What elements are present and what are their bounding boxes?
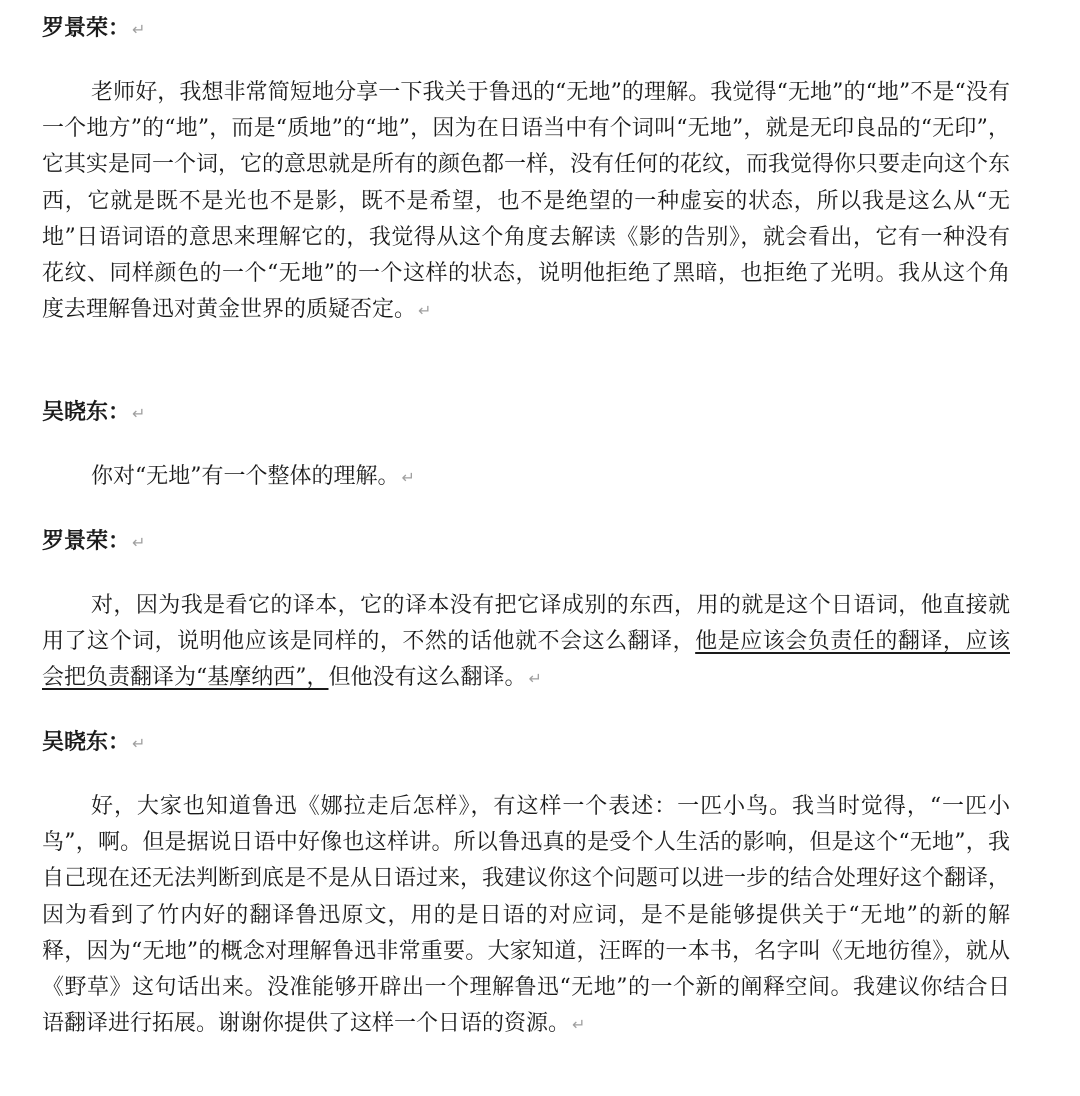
paragraph-mark-icon: ↵	[401, 468, 415, 487]
speaker-label: 罗景荣： ↵	[42, 529, 146, 554]
paragraph-mark-icon: ↵	[418, 301, 432, 321]
dialogue-paragraph: 你对“无地”有一个整体的理解。 ↵	[91, 464, 415, 489]
paragraph-mark-icon: ↵	[132, 533, 146, 552]
dialogue-paragraph: 好，大家也知道鲁迅《娜拉走后怎样》，有这样一个表述：一匹小鸟。我当时觉得，“一匹小鸟”，啊。但是据说日语中好像也这样讲。所以鲁迅真的是受个人生活的影响，但是这个“无地”，我自己现在还无法判断到底是不是从日语过来，我建议你这个问题可以进一步的结合处理好这个翻译，因为看到了竹内好的翻译鲁迅原文，用的是日语的对应词，是不是能够提供关于“无地”的新的解释，因为“无地”的概念对理解鲁迅非常重要。大家知道，汪晖的一本书，名字叫《无地彷徨》，就从《野草》这句话出来。没准能够开辟出一个理解鲁迅“无地”的一个新的阐释空间。我建议你结合日语翻译进行拓展。谢谢你提供了这样一个日语的资源。 ↵	[42, 794, 1011, 1037]
speaker-label: 吴晓东： ↵	[42, 400, 146, 425]
speaker-label: 罗景荣： ↵	[42, 16, 146, 41]
paragraph-mark-icon: ↵	[528, 669, 542, 689]
paragraph-mark-icon: ↵	[132, 404, 146, 423]
paragraph-mark-icon: ↵	[132, 734, 146, 753]
underlined-text: 他是应该会负责任的翻译，应该会把负责翻译为“基摩纳西”，	[42, 629, 1010, 691]
paragraph-mark-icon: ↵	[572, 1015, 586, 1035]
dialogue-paragraph: 老师好，我想非常简短地分享一下我关于鲁迅的“无地”的理解。我觉得“无地”的“地”不是“没有一个地方”的“地”，而是“质地”的“地”，因为在日语当中有个词叫“无地”，就是无印良品的“无印”，它其实是同一个词，它的意思就是所有的颜色都一样，没有任何的花纹，而我觉得你只要走向这个东西，它就是既不是光也不是影，既不是希望，也不是绝望的一种虚妄的状态，所以我是这么从“无地”日语词语的意思来理解它的，我觉得从这个角度去解读《影的告别》，就会看出，它有一种没有花纹、同样颜色的一个“无地”的一个这样的状态，说明他拒绝了黑暗，也拒绝了光明。我从这个角度去理解鲁迅对黄金世界的质疑否定。 ↵	[42, 80, 1011, 323]
speaker-label: 吴晓东： ↵	[42, 730, 146, 755]
paragraph-mark-icon: ↵	[132, 20, 146, 39]
dialogue-paragraph: 对，因为我是看它的译本，它的译本没有把它译成别的东西，用的就是这个日语词，他直接就用了这个词，说明他应该是同样的，不然的话他就不会这么翻译，他是应该会负责任的翻译，应该会把负责翻译为“基摩纳西”，但他没有这么翻译。 ↵	[42, 593, 1010, 691]
